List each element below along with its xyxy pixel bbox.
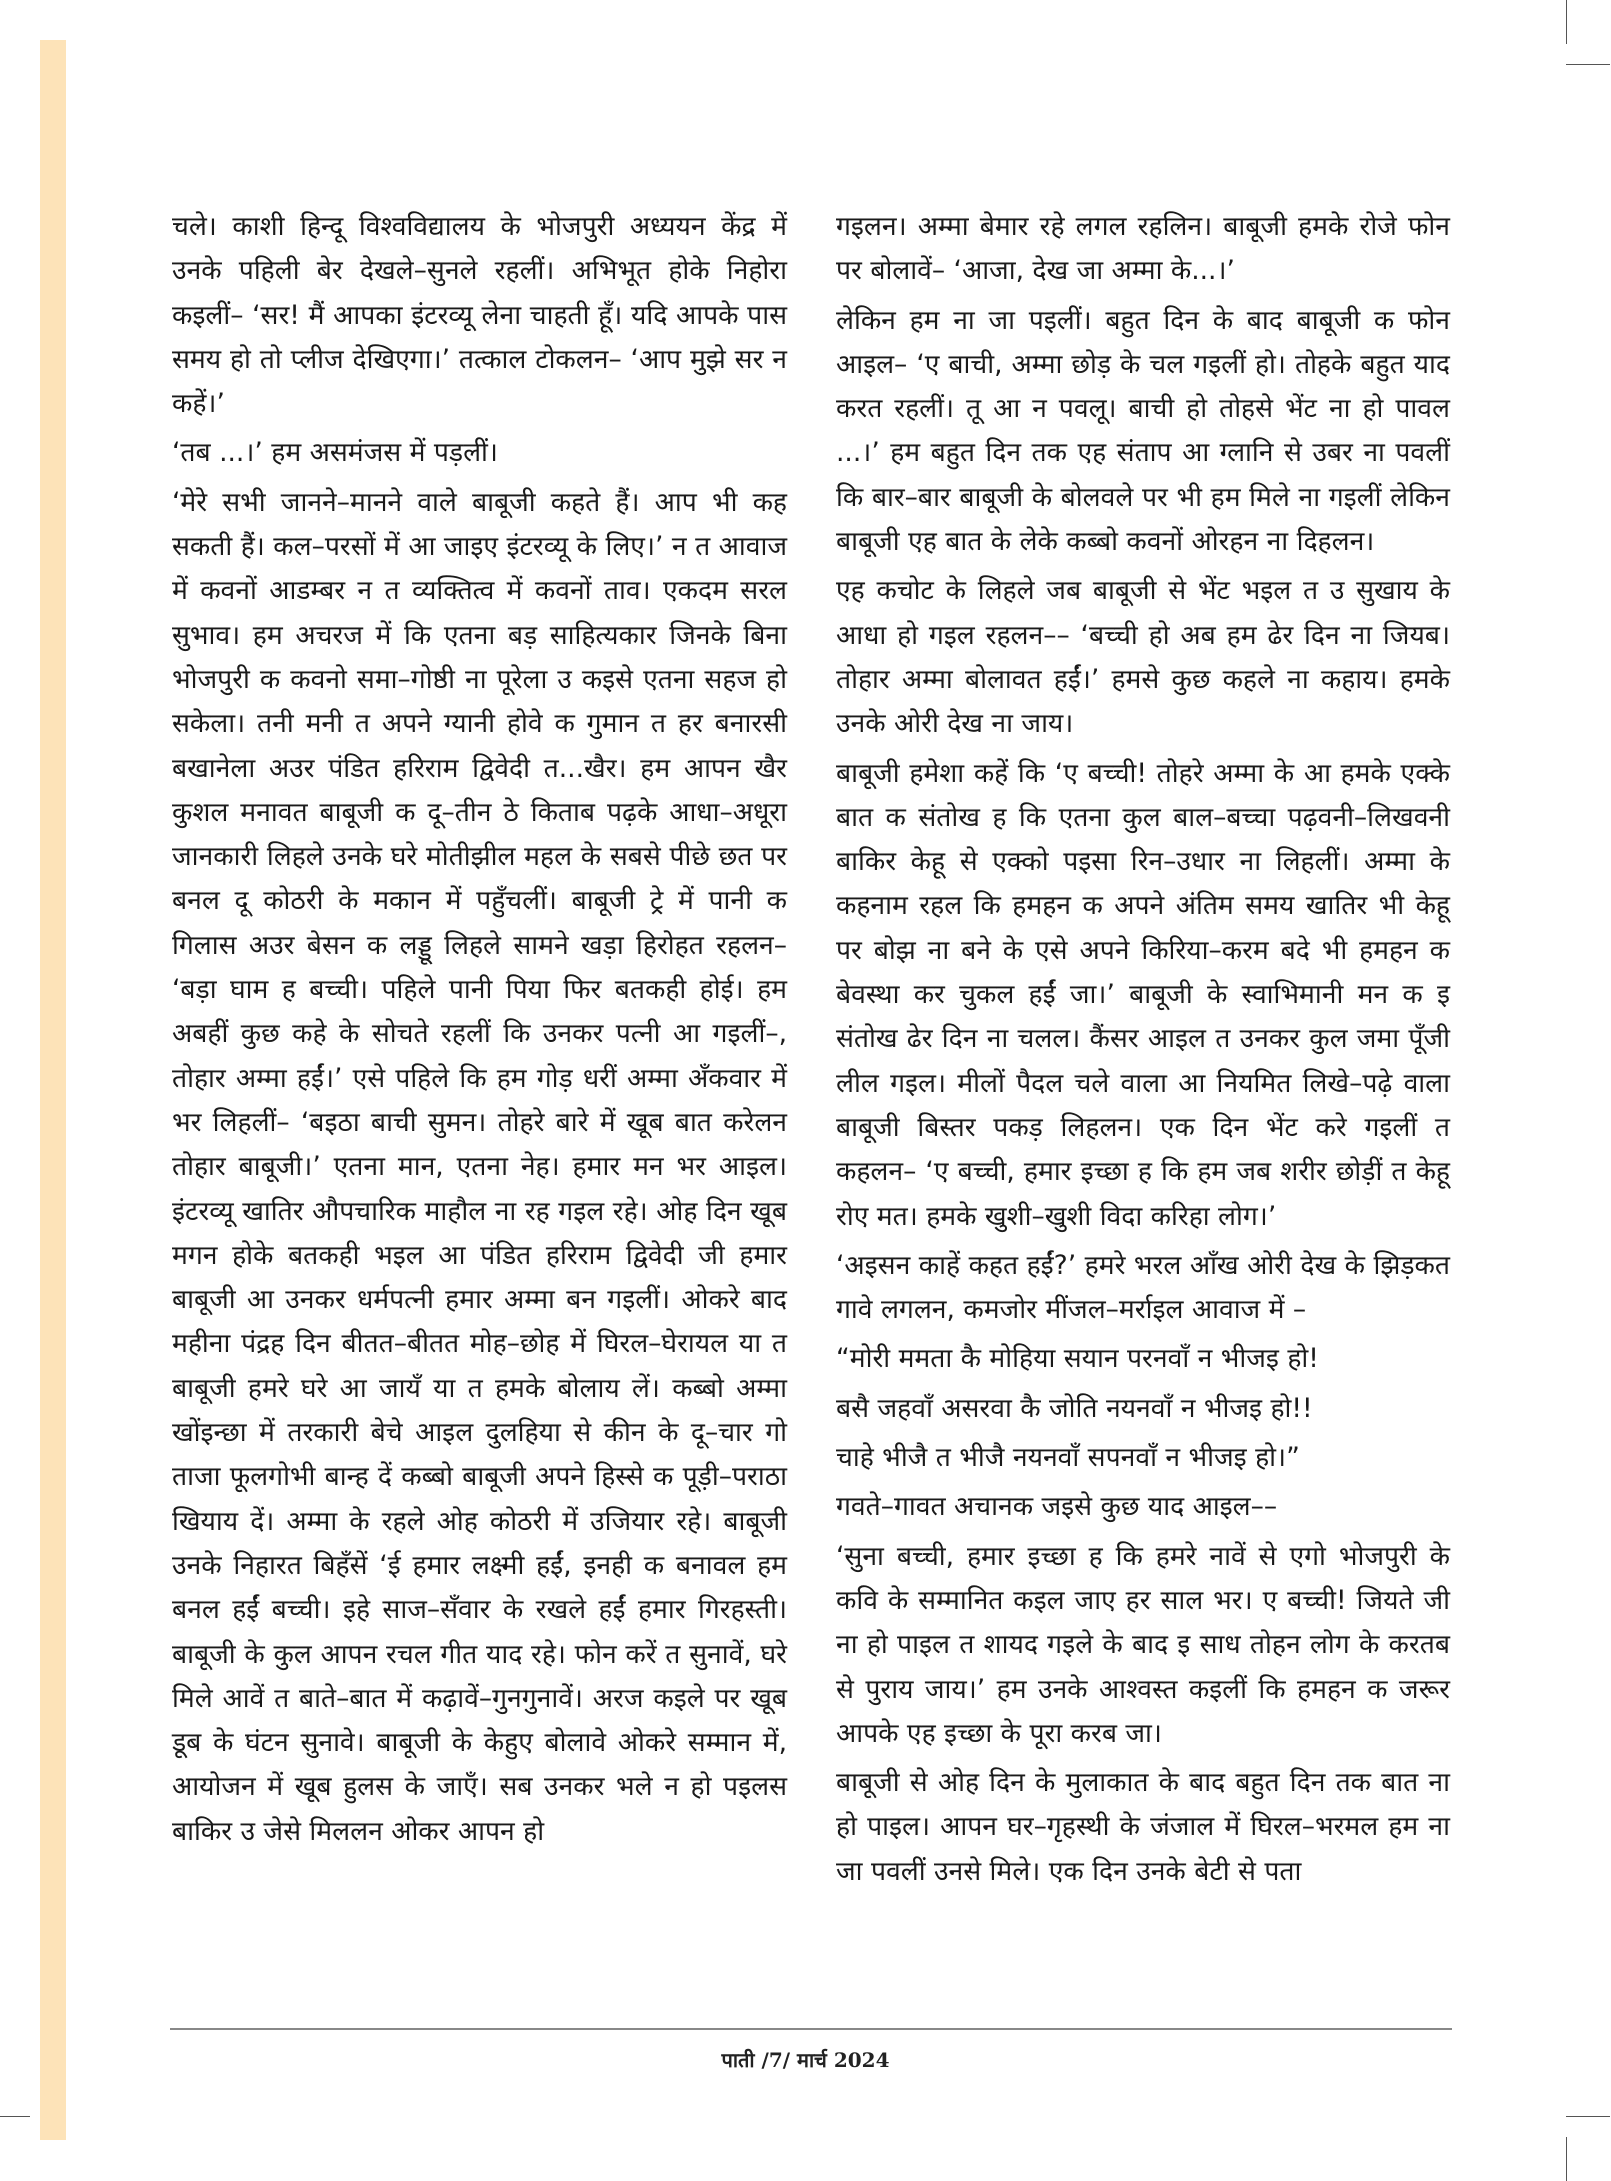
crop-mark xyxy=(1566,2137,1567,2181)
poem-line: “मोरी ममता कै मोहिया सयान परनवाँ न भीजइ हो! xyxy=(836,1343,1319,1375)
paragraph: बाबूजी हमेशा कहें कि ‘ए बच्ची! तोहरे अम्मा के आ हमके एक्के बात क संतोख ह कि एतना कुल बाल–बच्चा पढ़वनी–लिखवनी बाकिर केहू से एक्को पइसा रिन–उधार ना लिहलीं। अम्मा के कहनाम रहल कि हमहन क अपने अंतिम समय खातिर भी केहू पर बोझ ना बने के एसे अपने किरिया–करम बदे भी हमहन क बेवस्था कर चुकल हईं जा।’ बाबूजी के स्वाभिमानी मन क इ संतोख ढेर दिन ना चलल। कैंसर आइल त उनकर कुल जमा पूँजी लील गइल। मीलों पैदल चले वाला आ नियमित लिखे–पढ़े वाला बाबूजी बिस्तर पकड़ लिहलन। एक दिन भेंट करे गइलीं त कहलन– ‘ए बच्ची, हमार इच्छा ह कि हम जब शरीर छोड़ीं त केहू रोए मत। हमके खुशी–खुशी विदा करिहा लोग।’ xyxy=(836,757,1450,1232)
left-text-column xyxy=(172,205,787,1859)
poem-line: बसै जहवाँ असरवा कै जोति नयनवाँ न भीजइ हो!! xyxy=(836,1392,1313,1424)
poem-line: चाहे भीजै त भीजै नयनवाँ सपनवाँ न भीजइ हो।” xyxy=(836,1442,1300,1474)
paragraph: एह कचोट के लिहले जब बाबूजी से भेंट भइल त उ सुखाय के आधा हो गइल रहलन–– ‘बच्ची हो अब हम ढेर दिन ना जियब। तोहार अम्मा बोलावत हईं।’ हमसे कुछ कहले ना कहाय। हमके उनके ओरी देख ना जाय। xyxy=(836,575,1450,740)
footer-divider xyxy=(170,2028,1452,2030)
paragraph: लेकिन हम ना जा पइलीं। बहुत दिन के बाद बाबूजी क फोन आइल– ‘ए बाची, अम्मा छोड़ के चल गइलीं हो। तोहके बहुत याद करत रहलीं। तू आ न पवलू। बाची हो तोहसे भेंट ना हो पावल ...।’ हम बहुत दिन तक एह संताप आ ग्लानि से उबर ना पवलीं कि बार–बार बाबूजी के बोलवले पर भी हम मिले ना गइलीं लेकिन बाबूजी एह बात के लेके कब्बो कवनों ओरहन ना दिहलन। xyxy=(836,304,1450,558)
paragraph: ‘अइसन काहें कहत हईं?’ हमरे भरल आँख ओरी देख के झिड़कत गावे लगलन, कमजोर मींजल–मर्राइल आवाज में – xyxy=(836,1249,1450,1326)
paragraph: गवते–गावत अचानक जइसे कुछ याद आइल–– xyxy=(836,1491,1278,1523)
paragraph: चले। काशी हिन्दू विश्वविद्यालय के भोजपुरी अध्ययन केंद्र में उनके पहिली बेर देखले–सुनले रहलीं। अभिभूत होके निहोरा कइलीं– ‘सर! मैं आपका इंटरव्यू लेना चाहती हूँ। यदि आपके पास समय हो तो प्लीज देखिएगा।’ तत्काल टोकलन– ‘आप मुझे सर न कहें।’ xyxy=(172,211,787,420)
page-footer: पाती /7/ मार्च 2024 xyxy=(721,2048,890,2072)
paragraph: ‘सुना बच्ची, हमार इच्छा ह कि हमरे नावें से एगो भोजपुरी के कवि के सम्मानित कइल जाए हर साल भर। ए बच्ची! जियते जी ना हो पाइल त शायद गइले के बाद इ साध तोहन लोग के करतब से पुराय जाय।’ हम उनके आश्वस्त कइलीं कि हमहन क जरूर आपके एह इच्छा के पूरा करब जा। xyxy=(836,1540,1450,1749)
paragraph: ‘तब ...।’ हम असमंजस में पड़लीं। xyxy=(172,437,498,469)
crop-mark xyxy=(0,2116,30,2117)
crop-mark xyxy=(1566,64,1610,65)
paragraph: गइलन। अम्मा बेमार रहे लगल रहलिन। बाबूजी हमके रोजे फोन पर बोलावें– ‘आजा, देख जा अम्मा के...।’ xyxy=(836,211,1450,287)
right-text-column xyxy=(836,205,1450,1899)
page-margin-stripe xyxy=(40,40,66,2140)
crop-mark xyxy=(1566,0,1567,44)
crop-mark xyxy=(1566,2116,1610,2117)
paragraph: ‘मेरे सभी जानने–मानने वाले बाबूजी कहते हैं। आप भी कह सकती हैं। कल–परसों में आ जाइए इंटरव्यू के लिए।’ न त आवाज में कवनों आडम्बर न त व्यक्तित्व में कवनों ताव। एकदम सरल सुभाव। हम अचरज में कि एतना बड़ साहित्यकार जिनके बिना भोजपुरी क कवनो समा–गोष्ठी ना पूरेला उ कइसे एतना सहज हो सकेला। तनी मनी त अपने ग्यानी होवे क गुमान त हर बनारसी बखानेला अउर पंडित हरिराम द्विवेदी त...खैर। हम आपन खैर कुशल मनावत बाबूजी क दू–तीन ठे किताब पढ़के आधा–अधूरा जानकारी लिहले उनके घरे मोतीझील महल के सबसे पीछे छत पर बनल दू कोठरी के मकान में पहुँचलीं। बाबूजी ट्रे में पानी क गिलास अउर बेसन क लड्डू लिहले सामने खड़ा हिरोहत रहलन– ‘बड़ा घाम ह बच्ची। पहिले पानी पिया फिर बतकही होई। हम अबहीं कुछ कहे के सोचते रहलीं कि उनकर पत्नी आ गइलीं–, तोहार अम्मा हईं।’ एसे पहिले कि हम गोड़ धरीं अम्मा अँकवार में भर लिहलीं– ‘बइठा बाची सुमन। तोहरे बारे में खूब बात करेलन तोहार बाबूजी।’ एतना मान, एतना नेह। हमार मन भर आइल। इंटरव्यू खातिर औपचारिक माहौल ना रह गइल रहे। ओह दिन खूब मगन होके बतकही भइल आ पंडित हरिराम द्विवेदी जी हमार बाबूजी आ उनकर धर्मपत्नी हमार अम्मा बन गइलीं। ओकरे बाद महीना पंद्रह दिन बीतत–बीतत मोह–छोह में घिरल–घेरायल या त बाबूजी हमरे घरे आ जायँ या त हमके बोलाय लें। कब्बो अम्मा खोंइन्छा में तरकारी बेचे आइल दुलहिया से कीन के दू–चार गो ताजा फूलगोभी बान्ह दें कब्बो बाबूजी अपने हिस्से क पूड़ी–पराठा खियाय दें। अम्मा के रहले ओह कोठरी में उजियार रहे। बाबूजी उनके निहारत बिहँसें ‘ई हमार लक्ष्मी हईं, इनही क बनावल हम बनल हईं बच्ची। इहे साज–सँवार के रखले हईं हमार गिरहस्ती। बाबूजी के कुल आपन रचल गीत याद रहे। फोन करें त सुनावें, घरे मिले आवें त बाते–बात में कढ़ावें–गुनगुनावें। अरज कइले पर खूब डूब के घंटन सुनावे। बाबूजी के केहुए बोलावे ओकरे सम्मान में, आयोजन में खूब हुलस के जाएँ। सब उनकर भले न हो पइलस बाकिर उ जेसे मिललन ओकर आपन हो xyxy=(172,486,787,1847)
paragraph: बाबूजी से ओह दिन के मुलाकात के बाद बहुत दिन तक बात ना हो पाइल। आपन घर–गृहस्थी के जंजाल में घिरल–भरमल हम ना जा पवलीं उनसे मिले। एक दिन उनके बेटी से पता xyxy=(836,1767,1450,1887)
